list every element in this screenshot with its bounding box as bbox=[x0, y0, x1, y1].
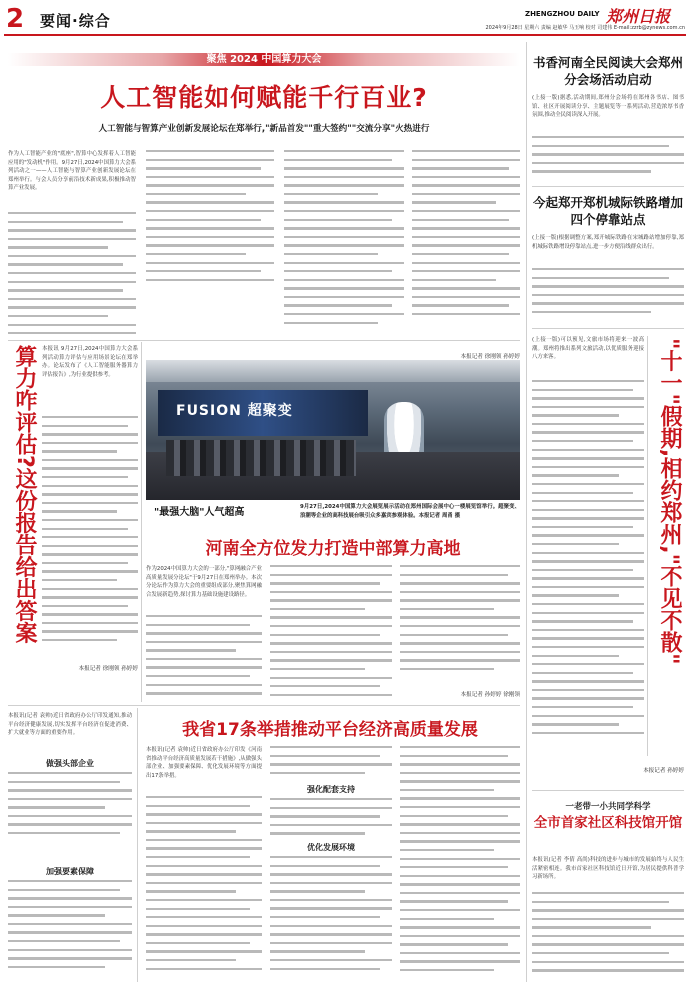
story4-kicker: 一老带一小共同学科学 bbox=[565, 802, 651, 812]
article2-author: 本报记者 孙婷婷 徐刚领 bbox=[460, 692, 520, 698]
photo-people bbox=[166, 440, 356, 476]
rule-above-article3 bbox=[8, 705, 520, 706]
rule-under-lead bbox=[8, 340, 520, 341]
article2-col1 bbox=[146, 615, 262, 705]
story2-body: (上接一版)根据调整方案,郑开城际铁路在宋城路站增加停靠,郑机城际铁路增设停靠站点,进一步方便沿线群众出行。 bbox=[532, 235, 684, 250]
article2-headline: 河南全方位发力打造中部算力高地 bbox=[205, 539, 461, 559]
article3-col3b bbox=[270, 798, 392, 838]
side-feature-intro: 本报讯 9月27日,2024中国算力大会系列活动算力评估与应用场景论坛在郑举办。论坛发布了《人工智能服务器算力评估报告》,为行业提供参考。 bbox=[42, 346, 138, 378]
rule-side-feature bbox=[141, 342, 142, 702]
paper-name-logo: 郑州日报 bbox=[606, 7, 671, 26]
article3-subhead-1: 做强头部企业 bbox=[46, 759, 94, 768]
article3-col1a bbox=[8, 772, 132, 848]
lead-body-col4 bbox=[412, 150, 520, 330]
lead-body-col3 bbox=[284, 150, 404, 340]
masthead-rule bbox=[4, 34, 686, 36]
rule-story3 bbox=[647, 336, 648, 756]
story1-body: (上接一版)据悉,活动期间,郑州分会场将在郑州各书店、图书馆、社区开展阅读分享、主题展览等一系列活动,营造浓厚书香氛围,推动全民阅读深入开展。 bbox=[532, 95, 684, 119]
photo-caption-right: 9月27日,2024中国算力大会展览展示活动在郑州国际会展中心一楼展览馆举行。超聚变、浪潮等企业的高科技展台吸引众多嘉宾参观体验。本报记者 周甬 摄 bbox=[300, 504, 520, 519]
rule-article3-left bbox=[137, 708, 138, 982]
side-feature-author: 本报记者 徐刚领 孙婷婷 bbox=[78, 666, 138, 672]
article2-col3 bbox=[400, 565, 520, 680]
story1-headline: 书香河南全民阅读大会郑州分会场活动启动 bbox=[532, 55, 683, 87]
story4-body-more bbox=[532, 892, 684, 982]
rule-under-story2 bbox=[532, 328, 684, 329]
photo-caption-left-text: "最强大脑"人气超高 bbox=[154, 507, 245, 518]
article3-col2 bbox=[146, 796, 262, 981]
side-feature-body bbox=[42, 416, 138, 661]
photo-ceiling bbox=[146, 360, 520, 382]
lead-subheadline: 人工智能与智算产业创新发展论坛在郑举行,"新品首发""重大签约""交流分享"火热进行 bbox=[98, 124, 430, 134]
photo-caption-left bbox=[146, 502, 296, 524]
lead-author: 本报记者 徐刚领 孙婷婷 bbox=[460, 354, 520, 360]
rule-right-column bbox=[526, 42, 527, 982]
story2-headline: 今起郑开郑机城际铁路增加四个停靠站点 bbox=[532, 195, 683, 227]
lead-intro: 作为人工智能产业的"底座",智算中心发挥着人工智能应用的"发动机"作用。9月27日,2024中国算力大会系列活动之一——人工智能与智算产业创新发展论坛在郑州举行。与会人员分享前沿技术新成果,积极推动智算产业发展。 bbox=[8, 151, 136, 192]
article3-col3a bbox=[270, 746, 392, 780]
side-feature-headline: 算力咋评估?这份报告给出答案 bbox=[12, 345, 37, 644]
story1-body-more bbox=[532, 136, 684, 178]
page-number: 2 bbox=[6, 4, 25, 34]
article3-subhead-4: 优化发展环境 bbox=[307, 843, 355, 852]
story3-body bbox=[532, 380, 644, 760]
article3-col4 bbox=[400, 746, 520, 981]
story3-headline: "十一"假期,相约郑州,"不见不散" bbox=[657, 338, 682, 665]
article2-intro: 作为2024中国算力大会的一部分,"算网融合产业高质量发展分论坛"于9月27日在郑州举办。本次分论坛作为算力大会的重要组成部分,聚焦算网融合发展新趋势,探讨算力基础设施建设路径。 bbox=[146, 566, 262, 598]
date-line: 2024年9月28日 星期六 责编 赵敏华 马玉响 校对 司建伟 E-mail:zzrb@zynews.com.cn bbox=[485, 25, 685, 31]
lead-body-col1 bbox=[8, 212, 136, 337]
article3-intro: 本报讯(记者 袁帅)近日省政府办公厅印发《河南省推动平台经济高质量发展若干措施》,从做强头部企业、加强要素保障、优化发展环境等方面提出17条举措。 bbox=[146, 747, 262, 779]
lead-banner-text: 聚焦 2024 中国算力大会 bbox=[206, 54, 322, 65]
article3-subhead-2: 加强要素保障 bbox=[46, 867, 94, 876]
lead-body-col2 bbox=[146, 150, 274, 290]
story4-headline: 全市首家社区科技馆开馆 bbox=[533, 815, 683, 831]
rule-under-story1 bbox=[532, 186, 684, 187]
story3-intro: (上接一版)可以预见,文旅市场将迎来一波高潮。郑州将推出系列文旅活动,以优质服务迎接八方来客。 bbox=[532, 337, 644, 361]
paper-name-en: ZHENGZHOU DAILY bbox=[525, 10, 600, 18]
article3-headline: 我省17条举措推动平台经济高质量发展 bbox=[182, 720, 478, 740]
photo-sign-text: FUSION 超聚变 bbox=[176, 403, 293, 419]
story2-body-more bbox=[532, 268, 684, 322]
article3-col3c bbox=[270, 856, 392, 981]
story4-body: 本报讯(记者 李倩 高尚)科技的进步与城市的发展始终与人民生活紧密相连。我市首家社区科技馆近日开馆,为居民提供科普学习新场所。 bbox=[532, 857, 684, 881]
article2-col2 bbox=[270, 565, 392, 705]
article3-col1b bbox=[8, 880, 132, 980]
lead-headline: 人工智能如何赋能千行百业? bbox=[100, 83, 428, 112]
section-name: 要闻·综合 bbox=[40, 12, 111, 30]
article3-subhead-3: 强化配套支持 bbox=[307, 785, 355, 794]
rule-under-story3 bbox=[532, 790, 684, 791]
expo-photo bbox=[146, 360, 520, 500]
story3-author: 本报记者 孙婷婷 bbox=[643, 768, 684, 774]
article3-left-intro: 本报讯(记者 袁帅)近日省政府办公厅印发通知,推动平台经济健康发展,切实发挥平台经济在促进消费、扩大就业等方面的重要作用。 bbox=[8, 713, 132, 737]
